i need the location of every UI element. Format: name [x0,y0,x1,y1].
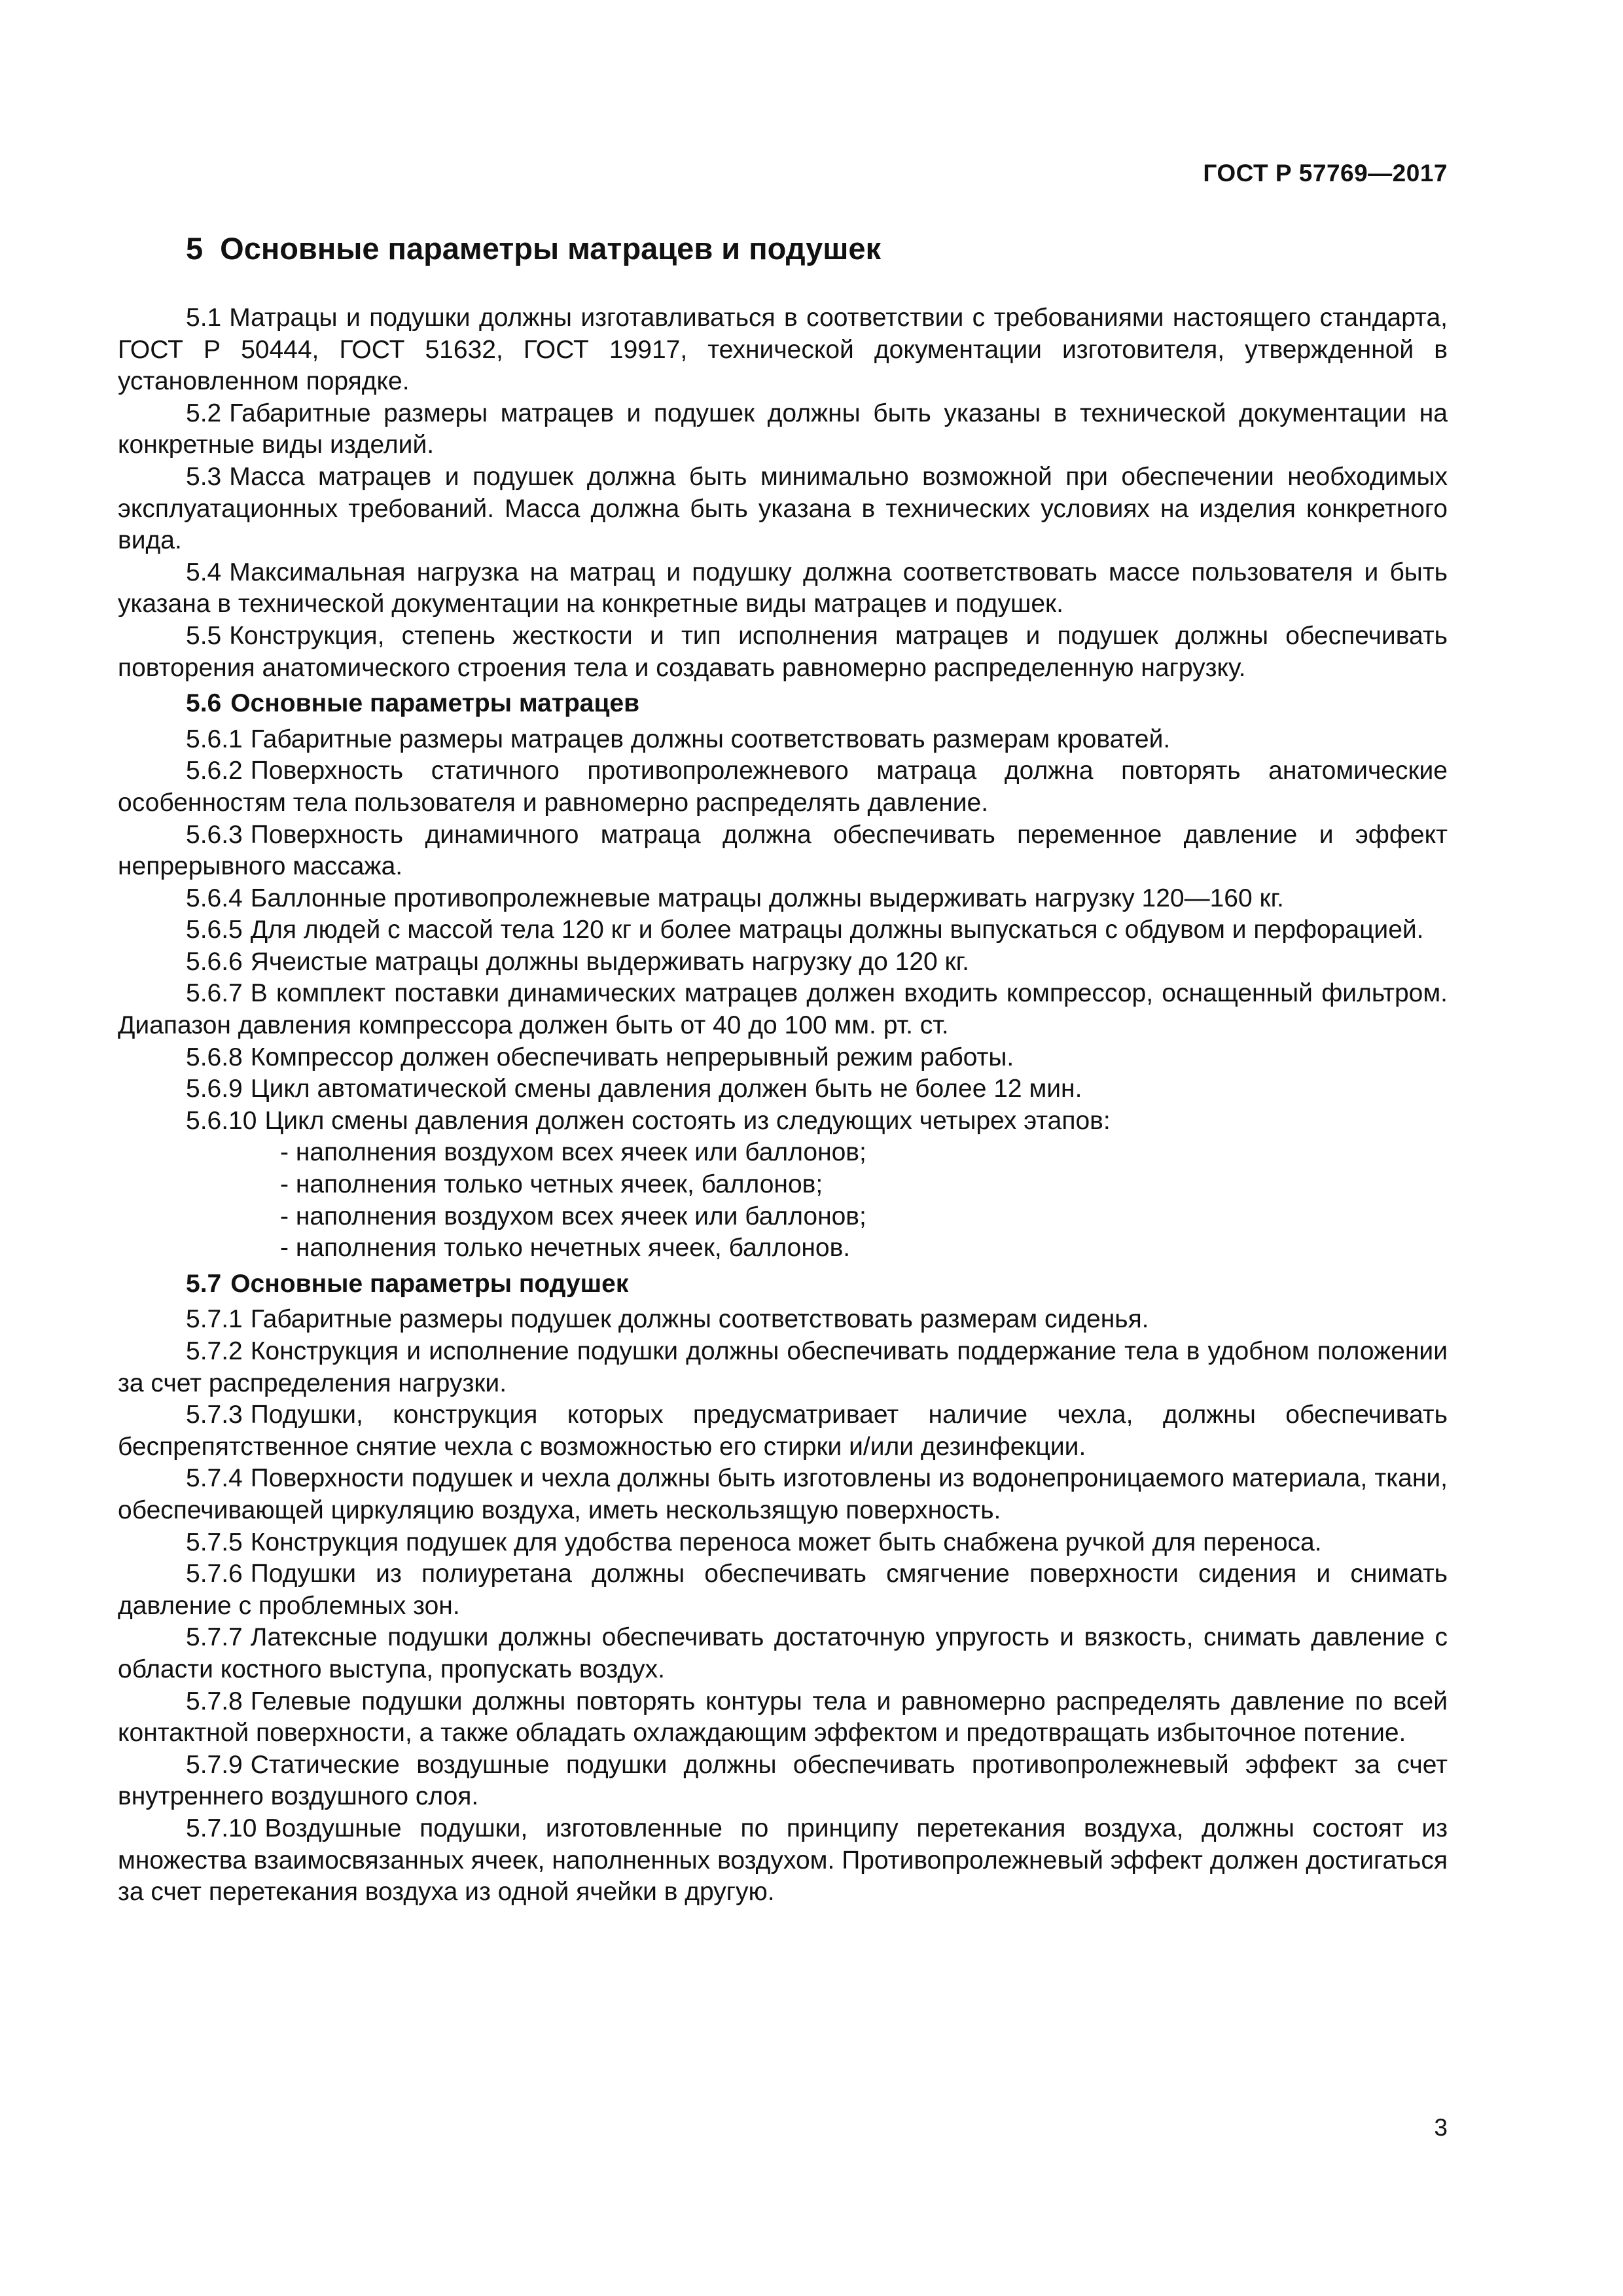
paragraph-5-6-10 [118,1105,1448,1138]
paragraph-text: Конструкция подушек для удобства переноса может быть снабжена ручкой для переноса. [250,1528,1322,1556]
paragraph-5-6-4 [118,883,1448,915]
subsection-title: Основные параметры подушек [230,1269,629,1298]
paragraph-text: Цикл автоматической смены давления должен быть не более 12 мин. [250,1075,1082,1103]
section-number: 5 [186,231,204,266]
paragraph-number: 5.7.1 [186,1305,243,1334]
paragraph-5-1 [118,302,1448,398]
paragraph-text: Статические воздушные подушки должны обеспечивать противопролежневый эффект за счет внутреннего воздушного слоя. [118,1750,1448,1811]
list-item: - наполнения воздухом всех ячеек или баллонов; [280,1202,866,1230]
paragraph-number: 5.6.10 [186,1106,257,1135]
paragraph-number: 5.6.2 [186,757,243,785]
paragraph-number: 5.1 [186,304,222,332]
paragraph-5-7-8 [118,1686,1448,1749]
paragraph-text: Габаритные размеры матрацев должны соответствовать размерам кроватей. [250,725,1171,753]
paragraph-text: Конструкция и исполнение подушки должны обеспечивать поддержание тела в удобном положении за счет распределения нагрузки. [118,1337,1448,1397]
paragraph-5-7-4 [118,1463,1448,1526]
paragraph-5-6-9 [118,1073,1448,1105]
paragraph-text: Подушки из полиуретана должны обеспечивать смягчение поверхности сидения и снимать давление с проблемных зон. [118,1560,1448,1620]
paragraph-5-6-8 [118,1042,1448,1074]
paragraph-5-7-9 [118,1749,1448,1813]
paragraph-number: 5.6.8 [186,1043,243,1071]
subsection-title: Основные параметры матрацев [230,689,640,718]
paragraph-5-7-5 [118,1527,1448,1559]
paragraph-text: Гелевые подушки должны повторять контуры тела и равномерно распределять давление по всей контактной поверхности, а также обладать охлаждающим эффектом и предотвращать избыточное потение. [118,1687,1448,1748]
paragraph-text: Максимальная нагрузка на матрац и подушку должна соответствовать массе пользователя и быть указана в технической документации на конкретные виды матрацев и подушек. [118,558,1448,619]
paragraph-text: Масса матрацев и подушек должна быть минимально возможной при обеспечении необходимых эксплуатационных требований. Масса должна быть указана в технических условиях на изделия конкретного вида. [118,462,1448,555]
paragraph-text: Матрацы и подушки должны изготавливаться в соответствии с требованиями настоящего стандарта, ГОСТ Р 50444, ГОСТ 51632, ГОСТ 19917, технической документации изготовителя, утвержденной в установленном порядке. [118,304,1448,396]
paragraph-5-6-5 [118,914,1448,946]
paragraph-5-7-3 [118,1399,1448,1463]
paragraph-5-6-1 [118,724,1448,756]
paragraph-text: Поверхность динамичного матраца должна обеспечивать переменное давление и эффект непрерывного массажа. [118,820,1448,881]
paragraph-text: Цикл смены давления должен состоять из следующих четырех этапов: [264,1106,1111,1135]
paragraph-5-6-3 [118,819,1448,883]
subsection-number: 5.6 [186,689,222,718]
paragraph-number: 5.6.1 [186,725,243,753]
paragraph-text: Компрессор должен обеспечивать непрерывный режим работы. [250,1043,1014,1071]
paragraph-5-7-10 [118,1813,1448,1909]
paragraph-number: 5.2 [186,399,222,427]
paragraph-text: Ячеистые матрацы должны выдерживать нагрузку до 120 кг. [250,947,969,976]
paragraph-text: Конструкция, степень жесткости и тип исполнения матрацев и подушек должны обеспечивать повторения анатомического строения тела и создавать равномерно распределенную нагрузку. [118,621,1448,682]
paragraph-number: 5.7.6 [186,1560,243,1588]
list-item: - наполнения только нечетных ячеек, баллонов. [280,1234,851,1263]
paragraph-5-6-2 [118,755,1448,819]
paragraph-number: 5.7.10 [186,1814,257,1842]
paragraph-number: 5.7.8 [186,1687,243,1715]
paragraph-text: В комплект поставки динамических матрацев должен входить компрессор, оснащенный фильтром. Диапазон давления компрессора должен быть от 40 до 100 мм. рт. ст. [118,979,1448,1040]
paragraph-number: 5.7.2 [186,1337,243,1365]
paragraph-number: 5.7.5 [186,1528,243,1556]
list-item: - наполнения воздухом всех ячеек или баллонов; [280,1138,866,1167]
paragraph-number: 5.5 [186,621,222,650]
paragraph-5-7-1 [118,1304,1448,1336]
list-item: - наполнения только четных ячеек, баллонов; [280,1170,823,1199]
paragraph-5-5 [118,620,1448,684]
paragraph-text: Поверхность статичного противопролежневого матраца должна повторять анатомические особенностям тела пользователя и равномерно распределять давление. [118,757,1448,817]
subsection-number: 5.7 [186,1269,222,1298]
paragraph-number: 5.6.9 [186,1075,243,1103]
paragraph-text: Поверхности подушек и чехла должны быть изготовлены из водонепроницаемого материала, ткани, обеспечивающей циркуляцию воздуха, иметь нескользящую поверхность. [118,1464,1448,1524]
paragraph-number: 5.6.6 [186,947,243,976]
section-title-text: Основные параметры матрацев и подушек [220,231,882,266]
paragraph-text: Подушки, конструкция которых предусматривает наличие чехла, должны обеспечивать беспрепятственное снятие чехла с возможностью его стирки и/или дезинфекции. [118,1401,1448,1461]
paragraph-5-6-6 [118,946,1448,978]
paragraph-number: 5.7.9 [186,1750,243,1779]
paragraph-5-6-7 [118,978,1448,1041]
pressure-cycle-list [118,1137,1448,1264]
paragraph-5-7-2 [118,1336,1448,1399]
subsection-heading-5-6 [118,688,1448,720]
paragraph-5-3 [118,461,1448,557]
page-number: 3 [1434,2114,1448,2141]
paragraph-number: 5.7.7 [186,1623,243,1652]
paragraph-number: 5.6.3 [186,820,243,849]
paragraph-text: Для людей с массой тела 120 кг и более матрацы должны выпускаться с обдувом и перфорацией. [250,916,1424,944]
paragraph-5-7-7 [118,1622,1448,1685]
paragraph-text: Габаритные размеры матрацев и подушек должны быть указаны в технической документации на конкретные виды изделий. [118,399,1448,459]
paragraph-number: 5.6.7 [186,979,243,1008]
document-code: ГОСТ Р 57769—2017 [1203,160,1448,187]
paragraph-number: 5.4 [186,558,222,586]
section-title [186,230,881,266]
paragraph-number: 5.7.3 [186,1401,243,1429]
paragraph-5-2 [118,398,1448,461]
paragraph-text: Латексные подушки должны обеспечивать достаточную упругость и вязкость, снимать давление с области костного выступа, пропускать воздух. [118,1623,1448,1683]
paragraph-text: Баллонные противопролежневые матрацы должны выдерживать нагрузку 120—160 кг. [250,884,1284,912]
document-body [118,302,1448,1909]
paragraph-text: Воздушные подушки, изготовленные по принципу перетекания воздуха, должны состоят из множества взаимосвязанных ячеек, наполненных воздухом. Противопролежневый эффект должен достигаться за счет перетекания воздуха из одной ячейки в другую. [118,1814,1448,1907]
paragraph-5-4 [118,557,1448,620]
paragraph-text: Габаритные размеры подушек должны соответствовать размерам сиденья. [250,1305,1149,1334]
paragraph-number: 5.6.5 [186,916,243,944]
paragraph-number: 5.7.4 [186,1464,243,1493]
paragraph-5-7-6 [118,1558,1448,1622]
paragraph-number: 5.6.4 [186,884,243,912]
subsection-heading-5-7 [118,1268,1448,1300]
paragraph-number: 5.3 [186,462,222,491]
